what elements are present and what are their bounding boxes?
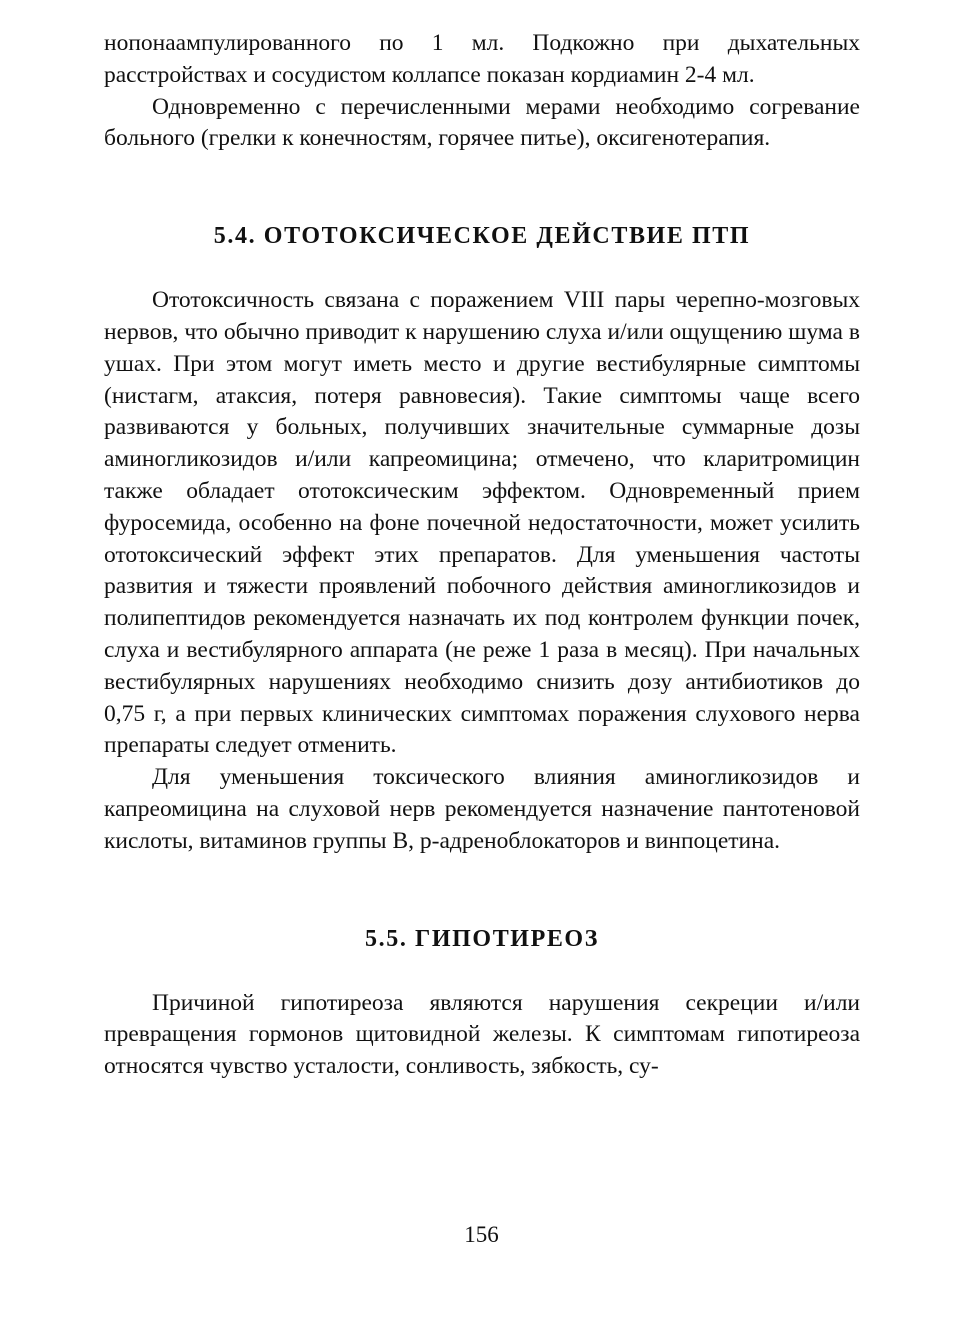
paragraph-warming: Одновременно с перечисленными мерами необходимо согревание больного (грелки к конечностям, горячее питье), оксигенотерапия.: [104, 93, 860, 152]
paragraph-ototoxicity: Ототоксичность связана с поражением VIII пары черепно-мозговых нервов, что обычно приводит к нарушению слуха и/или ощущению шума в ушах. При этом могут иметь место и другие вестибулярные симптомы (нистагм, атаксия, потеря равновесия). Такие симптомы чаще всего развиваются у больных, получивших значительные суммарные дозы аминогликозидов и/или капреомицина; отмечено, что кларитромицин также обладает ототоксическим эффектом. Одновременный прием фуросемида, особенно на фоне почечной недостаточности, может усилить ототоксический эффект этих препаратов. Для уменьшения частоты развития и тяжести проявлений побочного действия аминогликозидов и полипептидов рекомендуется назначать их под контролем функции почек, слуха и вестибулярного аппарата (не реже 1 раза в месяц). При начальных вестибулярных нарушениях необходимо снизить дозу антибиотиков до 0,75 г, а при первых клинических симптомах поражения слухового нерва препараты следует отменить.: [104, 287, 860, 759]
section-heading-hypothyroidism: 5.5. ГИПОТИРЕОЗ: [365, 925, 599, 952]
paragraph-hypothyroidism: Причиной гипотиреоза являются нарушения секреции и/или превращения гормонов щитовидной железы. К симптомам гипотиреоза относятся чувство усталости, сонливость, зябкость, су-: [104, 989, 860, 1080]
paragraph-ototoxicity-prevention: Для уменьшения токсического влияния аминогликозидов и капреомицина на слуховой нерв рекомендуется назначение пантотеновой кислоты, витаминов группы В, р-адреноблокаторов и винпоцетина.: [104, 764, 860, 854]
page-body: [104, 28, 860, 1083]
page-number: 156: [464, 1222, 499, 1247]
section-heading-ototoxicity: 5.4. ОТОТОКСИЧЕСКОЕ ДЕЙСТВИЕ ПТП: [213, 223, 751, 250]
paragraph-continuation: нопонаампулированного по 1 мл. Подкожно при дыхательных расстройствах и сосудистом коллапсе показан кордиамин 2-4 мл.: [104, 30, 860, 88]
